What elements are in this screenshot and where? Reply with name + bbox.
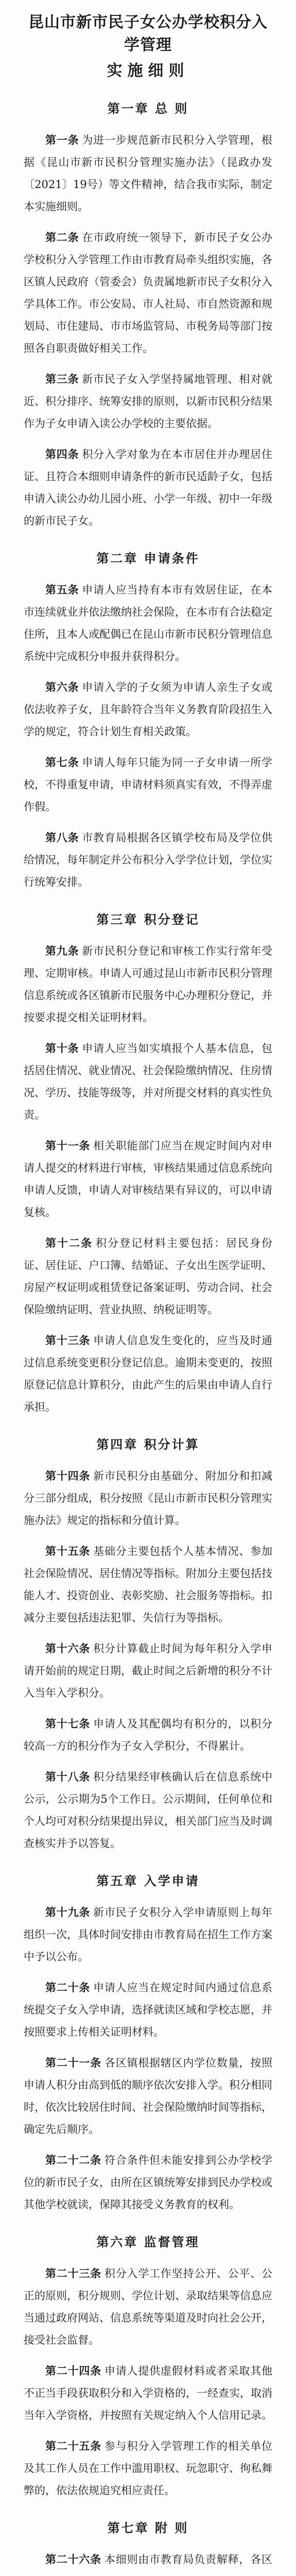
- article-text: 本细则由市教育局负责解释，各区: [104, 2553, 273, 2566]
- article-number: 第二十三条: [45, 2267, 101, 2280]
- article-paragraph: [24, 826, 272, 893]
- article-number: 第十条: [45, 1042, 79, 1055]
- article-paragraph: [24, 443, 272, 532]
- chapter-heading: 第七章 附 则: [107, 2520, 189, 2535]
- article-text: 申请入学的子女须为申请人亲生子女或依法收养子女，且年龄符合当年义务教育阶段招生入学的规定，符合计划生育相关政策。: [24, 681, 273, 738]
- chapter-heading: 第五章 入学申请: [96, 1873, 200, 1888]
- article-text: 新市民子女积分入学申请原则上每年组织一次，具体时间安排由市教育局在招生工作方案中予以公布。: [24, 1906, 273, 1963]
- document-subtitle: 实施细则: [107, 62, 189, 80]
- chapter-heading: 第三章 积分登记: [96, 912, 200, 927]
- article-paragraph: [24, 676, 272, 743]
- article-number: 第二十五条: [45, 2439, 101, 2452]
- article-paragraph: [24, 226, 272, 360]
- article-number: 第十二条: [45, 1236, 93, 1249]
- document-body: [24, 100, 272, 2576]
- article-paragraph: [24, 1766, 272, 1855]
- article-paragraph: [24, 940, 272, 1029]
- article-paragraph: [24, 751, 272, 818]
- article-number: 第一条: [45, 133, 79, 146]
- article-text: 在市政府统一领导下，新市民子女公办学校积分入学管理工作由市教育局牵头组织实施，各区镇人民政府（管委会）负责属地新市民子女积分入学具体工作。市公安局、市人社局、市自然资源和规划局、市住建局、市市场监管局、市税务局等部门按照各自职责做好相关工作。: [24, 231, 273, 354]
- article-number: 第二十六条: [45, 2553, 101, 2566]
- article-number: 第十五条: [45, 1545, 91, 1557]
- article-paragraph: [24, 1976, 272, 2043]
- article-paragraph: [24, 1713, 272, 1757]
- article-number: 第二十条: [45, 1981, 91, 1994]
- article-text: 申请人应当持有本市有效居住证，在本市连续就业并依法缴纳社会保险，在本市有合法稳定住所，且本人或配偶已在昆山市新市民积分管理信息系统中完成积分申报并获得积分。: [24, 584, 273, 663]
- chapter-heading: 第四章 积分计算: [96, 1437, 200, 1452]
- article-text: 符合条件但未能安排到公办学校学位的新市民子女，由所在区镇统筹安排到民办学校或其他学校就读，保障其接受义务教育的权利。: [24, 2154, 273, 2211]
- article-number: 第十九条: [45, 1906, 91, 1919]
- article-text: 新市民积分由基础分、附加分和扣减分三部分组成，积分按照《昆山市新市民积分管理实施办法》规定的指标和分值计算。: [24, 1470, 273, 1527]
- article-paragraph: [24, 1465, 272, 1532]
- article-text: 积分计算截止时间为每年积分入学申请开始前的规定日期，截止时间之后新增的积分不计入当年入学积分。: [24, 1642, 273, 1699]
- article-paragraph: [24, 129, 272, 218]
- article-paragraph: [24, 1637, 272, 1704]
- article-paragraph: [24, 1134, 272, 1224]
- article-number: 第十八条: [45, 1770, 91, 1783]
- article-text: 为进一步规范新市民积分入学管理，根据《昆山市新市民积分管理实施办法》（昆政办发〔2021〕19号）等文件精神，结合我市实际，制定本实施细则。: [24, 134, 273, 213]
- article-text: 申请人提供虚假材料或者采取其他不正当手段获取积分和入学资格的，一经查实，取消当年入学资格，并按照有关规定纳入个人信用记录。: [24, 2365, 273, 2421]
- article-number: 第二条: [45, 231, 79, 244]
- article-text: 积分入学工作坚持公开、公平、公正的原则，积分规则、学位计划、录取结果等信息应当通过政府网站、信息系统等渠道及时向社会公开，接受社会监督。: [24, 2267, 273, 2346]
- article-number: 第十六条: [45, 1642, 91, 1655]
- article-number: 第六条: [45, 681, 79, 693]
- article-number: 第十一条: [45, 1139, 91, 1152]
- article-paragraph: [24, 1037, 272, 1126]
- article-paragraph: [24, 1329, 272, 1418]
- article-paragraph: [24, 1901, 272, 1968]
- article-paragraph: [24, 579, 272, 668]
- article-text: 申请人及其配偶均有积分的，以积分较高一方的积分作为子女入学积分，不得累计。: [24, 1718, 273, 1752]
- article-number: 第九条: [45, 944, 79, 957]
- article-number: 第十三条: [45, 1334, 91, 1347]
- article-paragraph: [24, 2435, 272, 2502]
- article-paragraph: [24, 1232, 272, 1321]
- chapter-heading: 第六章 监督管理: [96, 2234, 200, 2249]
- article-paragraph: [24, 368, 272, 435]
- article-paragraph: [24, 2548, 272, 2576]
- article-number: 第五条: [45, 583, 79, 596]
- article-paragraph: [24, 2262, 272, 2351]
- article-text: 参与积分入学管理工作的相关单位及其工作人员在工作中滥用职权、玩忽职守、徇私舞弊的，依法依规追究相应责任。: [24, 2440, 273, 2497]
- document-title: 昆山市新市民子女公办学校积分入学管理: [28, 13, 268, 54]
- article-text: 积分入学对象为在本市居住并办理居住证、且符合本细则申请条件的新市民适龄子女，包括申请入读公办幼儿园小班、小学一年级、初中一年级的新市民子女。: [24, 448, 273, 527]
- article-number: 第二十二条: [45, 2154, 101, 2166]
- article-number: 第三条: [45, 372, 79, 385]
- article-number: 第十四条: [45, 1469, 91, 1482]
- article-text: 积分结果经审核确认后在信息系统中公示，公示期为5个工作日。公示期间，任何单位和个人均可对积分结果提出异议，相关部门应当及时调查核实并予以答复。: [24, 1771, 273, 1850]
- article-paragraph: [24, 2360, 272, 2427]
- article-text: 市教育局根据各区镇学校布局及学位供给情况，每年制定并公布积分入学学位计划，学位实行统筹安排。: [24, 832, 273, 888]
- article-number: 第八条: [45, 831, 79, 844]
- article-paragraph: [24, 1540, 272, 1629]
- article-text: 各区镇根据辖区内学位数量，按照申请人积分由高到低的顺序依次安排入学。积分相同时，依次比较居住时间、社会保险缴纳时间等指标，确定先后顺序。: [24, 2057, 273, 2136]
- chapter-heading: 第一章 总 则: [107, 101, 189, 116]
- article-paragraph: [24, 2052, 272, 2141]
- article-text: 申请人应当如实填报个人基本信息，包括居住情况、就业情况、社会保险缴纳情况、住房情况、学历、技能等级等，并对所提交材料的真实性负责。: [24, 1042, 273, 1121]
- article-text: 申请人每年只能为同一子女申请一所学校，不得重复申请，申请材料须真实有效，不得弄虚作假。: [24, 756, 273, 813]
- article-number: 第七条: [45, 756, 79, 769]
- article-text: 申请人信息发生变化的，应当及时通过信息系统变更积分登记信息。逾期未变更的，按照原登记信息计算积分，由此产生的后果由申请人自行承担。: [24, 1334, 273, 1413]
- article-text: 新市民积分登记和审核工作实行常年受理、定期审核。申请人可通过昆山市新市民积分管理信息系统或各区镇新市民服务中心办理积分登记，并按要求提交相关证明材料。: [24, 945, 273, 1024]
- article-text: 相关职能部门应当在规定时间内对申请人提交的材料进行审核，审核结果通过信息系统向申请人反馈，申请人对审核结果有异议的，可以申请复核。: [24, 1140, 273, 1218]
- article-paragraph: [24, 2149, 272, 2216]
- article-number: 第二十四条: [45, 2364, 101, 2377]
- article-text: 积分登记材料主要包括：居民身份证、居住证、户口簿、结婚证、子女出生医学证明、房屋产权证明或租赁登记备案证明、劳动合同、社会保险缴纳证明、营业执照、纳税证明等。: [24, 1237, 272, 1316]
- article-number: 第四条: [45, 448, 79, 461]
- article-number: 第十七条: [45, 1717, 91, 1730]
- article-number: 第二十一条: [45, 2056, 101, 2069]
- chapter-heading: 第二章 申请条件: [96, 551, 200, 566]
- article-text: 申请人应当在规定时间内通过信息系统提交子女入学申请，选择就读区域和学校志愿，并按照要求上传相关证明材料。: [24, 1981, 273, 2038]
- article-text: 基础分主要包括个人基本情况、参加社会保险情况、居住情况等指标。附加分主要包括技能人才、投资创业、表彰奖励、社会服务等指标。扣减分主要包括违法犯罪、失信行为等指标。: [24, 1545, 273, 1624]
- article-text: 新市民子女入学坚持属地管理、相对就近、积分排序、统筹安排的原则，以新市民积分结果作为子女申请入读公办学校的主要依据。: [24, 373, 273, 430]
